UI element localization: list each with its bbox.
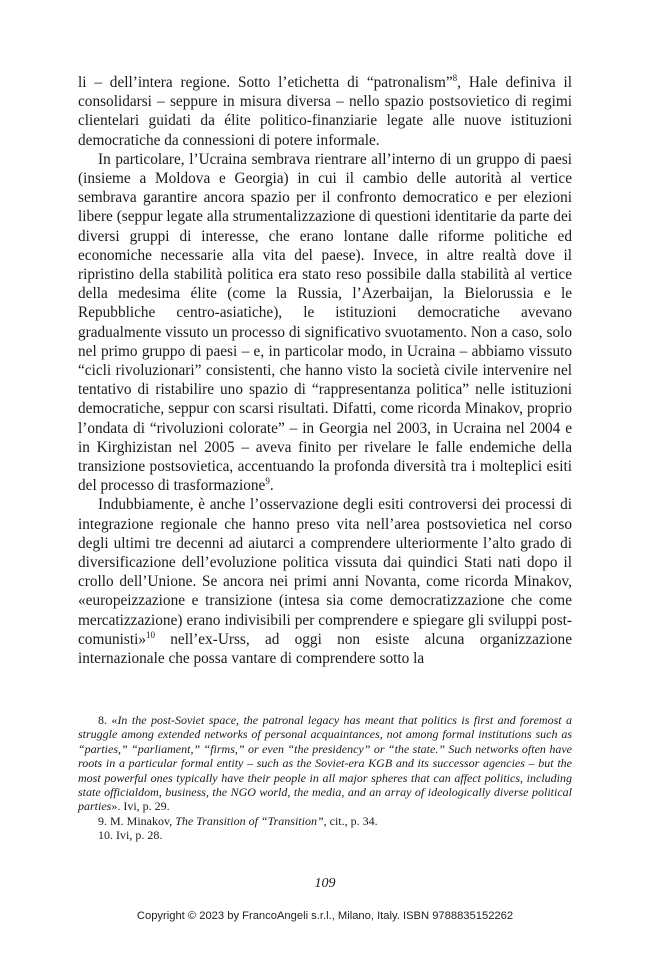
footnote-ref-9[interactable]: 9 [265,476,270,487]
footnote-9 [78,814,572,828]
paragraph-3-tail: nell’ex-Urss, ad oggi non esiste alcuna organizzazione internazionale che possa vantare di comprendere sotto la [78,630,572,668]
footnote-8 [78,713,572,814]
footnote-9-title: The Transition of “Transition” [175,813,324,828]
footnote-8-quote: In the post-Soviet space, the patronal legacy has meant that politics is first and foremost a struggle among extended networks of personal acquaintances, not among formal institutions such as “parties,” “parliament,” “firms,” or even “the presidency” or “the state.” Such networks often have roots in a particular formal entity – such as the Soviet-era KGB and its successor agencies – but the most powerful ones typically have their people in all major spheres that can affect politics, including state officialdom, business, the NGO world, the media, and an array of ideologically diverse political parties [78,713,573,814]
footnote-8-number: 8. « [98,713,118,727]
paragraph-2 [78,150,572,496]
paragraph-2-tail: . [269,477,274,495]
paragraph-1-text: li – dell’intera regione. Sotto l’etichetta di “patronalism” [78,74,453,91]
footnote-ref-8[interactable]: 8 [452,72,458,83]
copyright-notice: Copyright © 2023 by FrancoAngeli s.r.l., Milano, Italy. ISBN 9788835152262 [136,910,514,922]
footnotes [78,713,572,843]
footnote-8-tail: ». Ivi, p. 29. [111,799,170,814]
paragraph-1 [78,73,572,150]
paragraph-3 [78,495,572,668]
paragraph-1-tail: , Hale definiva il consolidarsi – seppure in misura diversa – nello spazio postsovietico di regimi clientelari guidati da élite politico-finanziarie legate alle nuove istituzioni democratiche da connessioni di potere informale. [78,74,572,149]
main-text [78,73,572,668]
footnote-9-tail: , cit., p. 34. [323,813,378,828]
footnote-10: 10. Ivi, p. 28. [98,828,163,843]
footnote-ref-10[interactable]: 10 [146,629,155,640]
page-number: 109 [314,876,336,891]
paragraph-3-text: Indubbiamente, è anche l’osservazione degli esiti controversi dei processi di integrazione regionale che hanno preso vita nell’area postsovietica nel corso degli ultimi tre decenni ad aiutarci a comprendere ulteriormente l’alto grado di diversificazione dell’evoluzione politica vissuta dai quindici Stati nati dopo il crollo dell’Unione. Se ancora nei primi anni Novanta, come ricorda Minakov, «europeizzazione e transizione (intesa sia come democratizzazione che come mercatizzazione) erano indivisibili per comprendere e spiegare gli sviluppi post-comunisti» [78,496,572,648]
paragraph-2-text: In particolare, l’Ucraina sembrava rientrare all’interno di un gruppo di paesi (insieme a Moldova e Georgia) in cui il cambio delle autorità al vertice sembrava garantire ancora spazio per il confronto democratico e per elezioni libere (seppur legate alla strumentalizzazione di questioni identitarie da parte dei diversi gruppi di interesse, che erano lontane dalle riforme politiche ed economiche necessarie alla vita del paese). Invece, in altre realtà dove il ripristino della stabilità politica era stato reso possibile dalla stabilità al vertice della medesima élite (come la Russia, l’Azerbaijan, la Bielorussia e le Repubbliche centro-asiatiche), le istituzioni democratiche avevano gradualmente vissuto un processo di significativo svuotamento. Non a caso, solo nel primo gruppo di paesi – e, in particolar modo, in Ucraina – abbiamo vissuto “cicli rivoluzionari” consistenti, che hanno visto la società civile intervenire nel tentativo di ristabilire uno spazio di “rappresentanza politica” nelle istituzioni democratiche, seppur con scarsi risultati. Difatti, come ricorda Minakov, proprio l’ondata di “rivoluzioni colorate” – in Georgia nel 2003, in Ucraina nel 2004 e in Kirghizistan nel 2005 – aveva finito per rivelare le falle endemiche della transizione postsovietica, accentuando la profonda diversità tra i molteplici esiti del processo di trasformazione [78,150,572,495]
footnote-9-number: 9. M. Minakov, [98,813,176,828]
